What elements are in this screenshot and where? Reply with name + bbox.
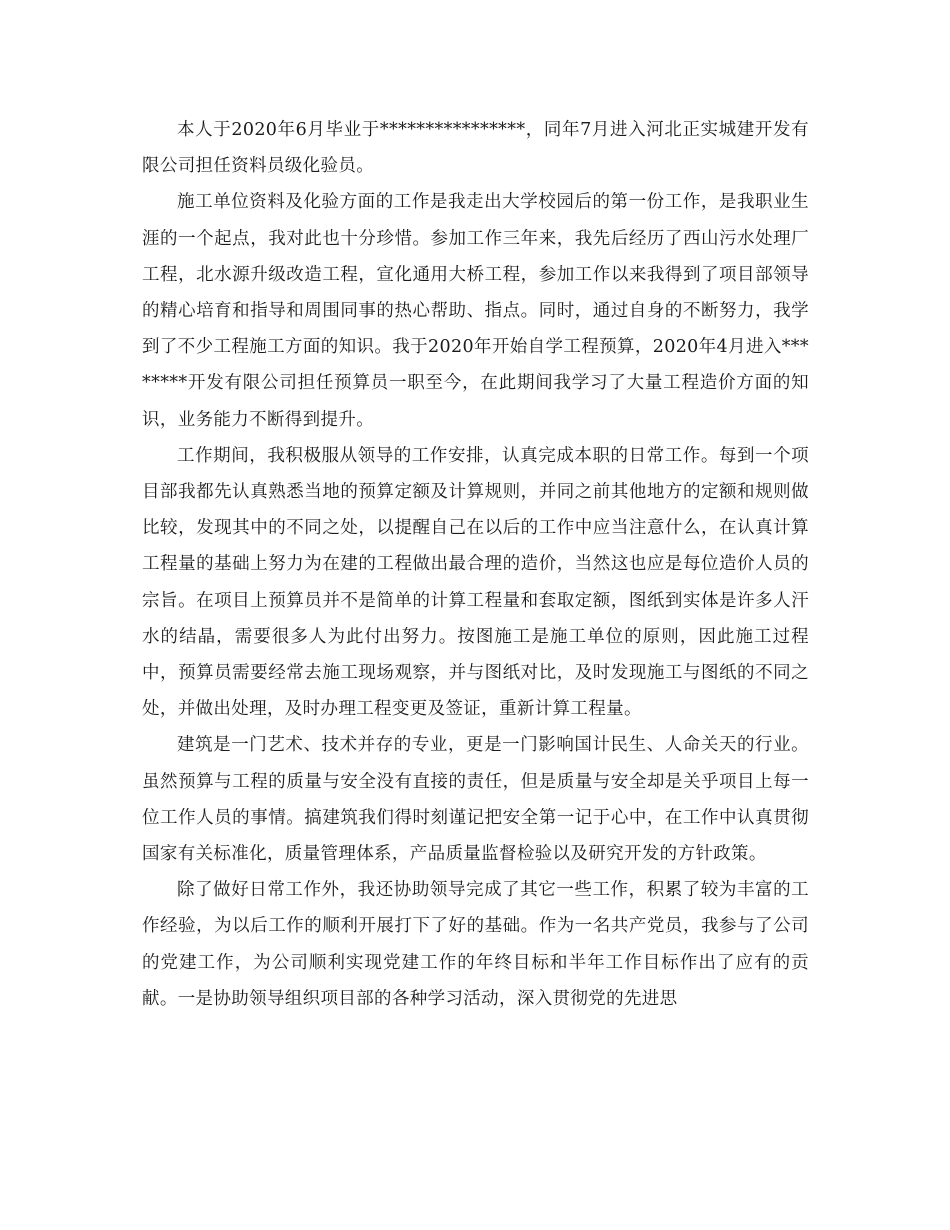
- paragraph-4: 建筑是一门艺术、技术并存的专业，更是一门影响国计民生、人命关天的行业。虽然预算与工程的质量与安全没有直接的责任，但是质量与安全却是关乎项目上每一位工作人员的事情。搞建筑我们得时刻谨记把安全第一记于心中，在工作中认真贯彻国家有关标准化，质量管理体系，产品质量监督检验以及研究开发的方针政策。: [142, 735, 809, 865]
- paragraph-5: 除了做好日常工作外，我还协助领导完成了其它一些工作，积累了较为丰富的工作经验，为以后工作的顺利开展打下了好的基础。作为一名共产党员，我参与了公司的党建工作，为公司顺利实现党建工作的年终目标和半年工作目标作出了应有的贡献。一是协助领导组织项目部的各种学习活动，深入贯彻党的先进思: [142, 880, 809, 1009]
- paragraph-3: 工作期间，我积极服从领导的工作安排，认真完成本职的日常工作。每到一个项目部我都先认真熟悉当地的预算定额及计算规则，并同之前其他地方的定额和规则做比较，发现其中的不同之处，以提醒自己在以后的工作中应当注意什么，在认真计算工程量的基础上努力为在建的工程做出最合理的造价，当然这也应是每位造价人员的宗旨。在项目上预算员并不是简单的计算工程量和套取定额，图纸到实体是许多人汗水的结晶，需要很多人为此付出努力。按图施工是施工单位的原则，因此施工过程中，预算员需要经常去施工现场观察，并与图纸对比，及时发现施工与图纸的不同之处，并做出处理，及时办理工程变更及签证，重新计算工程量。: [142, 445, 809, 720]
- paragraph-2: 施工单位资料及化验方面的工作是我走出大学校园后的第一份工作，是我职业生涯的一个起点，我对此也十分珍惜。参加工作三年来，我先后经历了西山污水处理厂工程，北水源升级改造工程，宣化通用大桥工程，参加工作以来我得到了项目部领导的精心培育和指导和周围同事的热心帮助、指点。同时，通过自身的不断努力，我学到了不少工程施工方面的知识。我于2020年开始自学工程预算，2020年4月进入********开发有限公司担任预算员一职至今，在此期间我学习了大量工程造价方面的知识，业务能力不断得到提升。: [142, 192, 809, 430]
- document-body: [142, 112, 809, 1017]
- paragraph-1: 本人于2020年6月毕业于****************，同年7月进入河北正实城建开发有限公司担任资料员级化验员。: [142, 120, 809, 177]
